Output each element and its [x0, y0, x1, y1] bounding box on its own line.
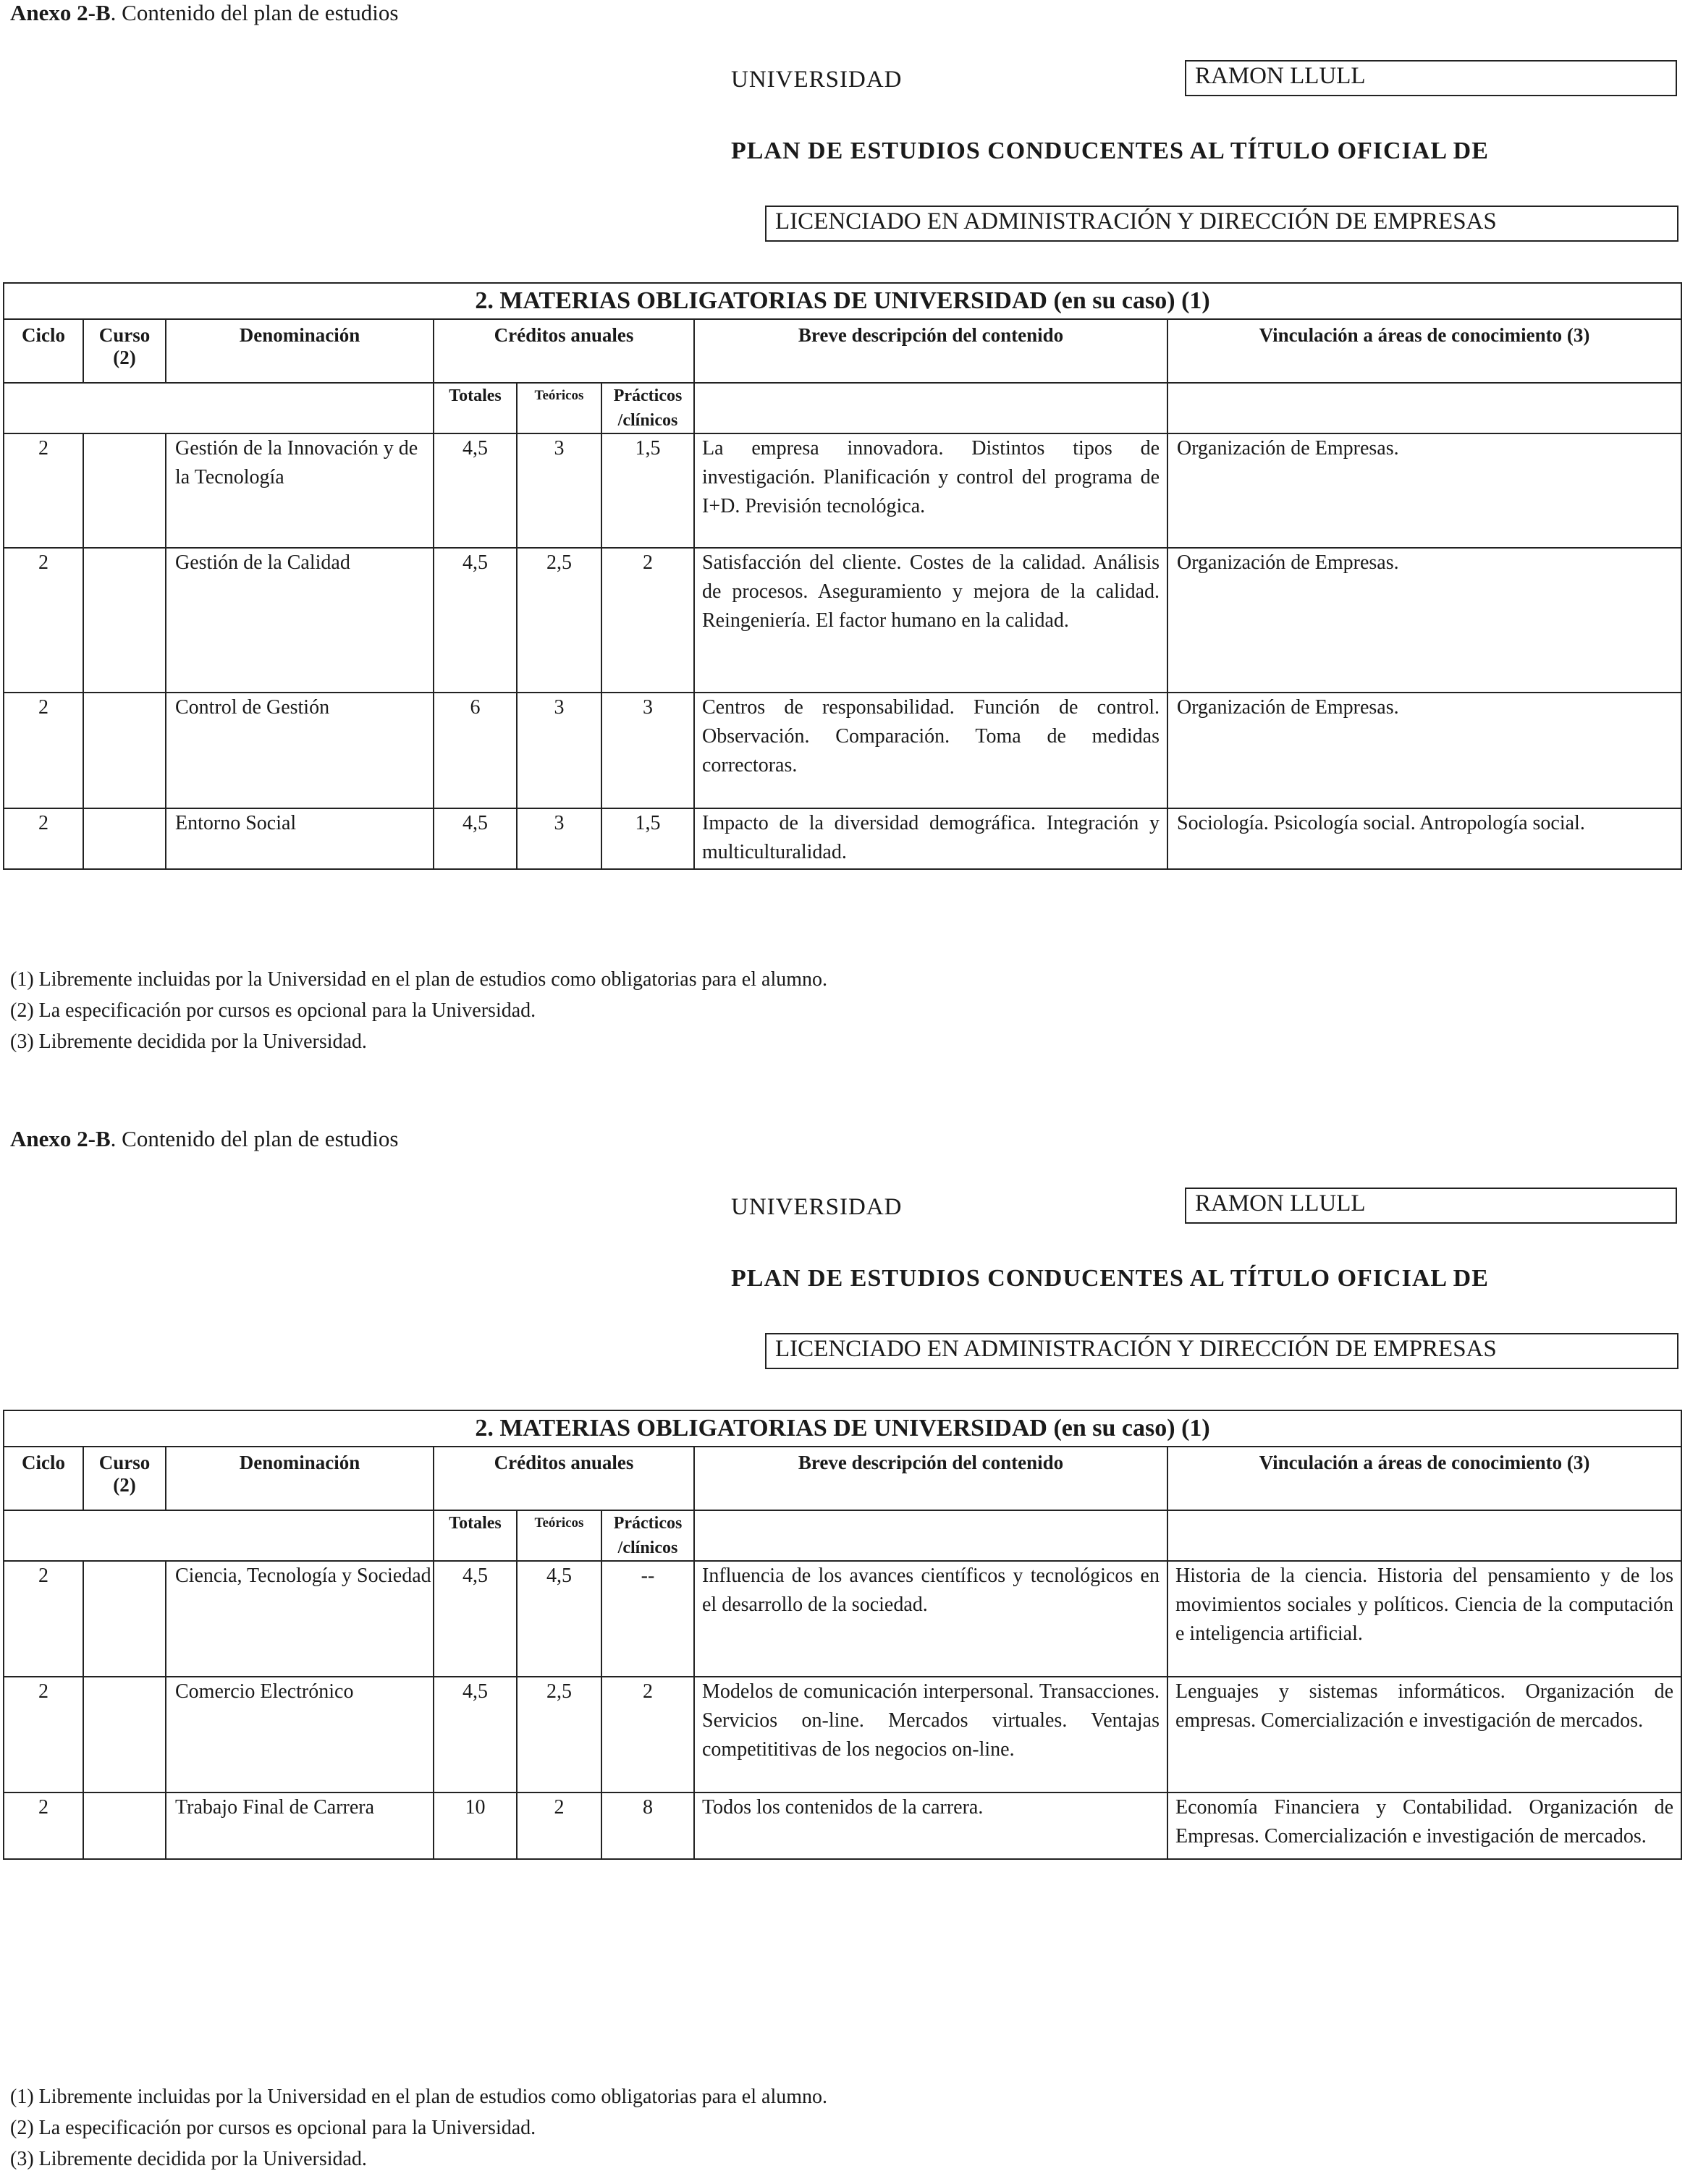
table-title: 2. MATERIAS OBLIGATORIAS DE UNIVERSIDAD (en su caso) (1) — [4, 1410, 1681, 1447]
cell-descripcion: Centros de responsabilidad. Función de control. Observación. Comparación. Toma de medidas correctoras. — [694, 693, 1167, 808]
plan-title: PLAN DE ESTUDIOS CONDUCENTES AL TÍTULO OFICIAL DE — [731, 137, 1489, 164]
cell-practicos: 8 — [601, 1793, 694, 1859]
cell-denominacion: Trabajo Final de Carrera — [166, 1793, 434, 1859]
subheader-blank-desc — [694, 383, 1167, 433]
plan-title: PLAN DE ESTUDIOS CONDUCENTES AL TÍTULO OFICIAL DE — [731, 1265, 1489, 1292]
cell-vinculacion: Organización de Empresas. — [1167, 693, 1681, 808]
subjects-table-1 — [3, 282, 1682, 870]
header-curso — [83, 319, 166, 383]
cell-ciclo: 2 — [4, 433, 83, 548]
footnote-1: (1) Libremente incluidas por la Universidad en el plan de estudios como obligatorias para el alumno. — [10, 2086, 827, 2108]
header-creditos: Créditos anuales — [434, 1447, 694, 1510]
table-row — [4, 433, 1681, 548]
footnote-3: (3) Libremente decidida por la Universidad. — [10, 1030, 367, 1053]
header-totales: Totales — [434, 383, 517, 433]
footnotes-2 — [10, 2081, 827, 2175]
cell-practicos: 2 — [601, 1677, 694, 1793]
cell-teoricos: 2,5 — [517, 1677, 601, 1793]
cell-curso — [83, 433, 166, 548]
subheader-blank-vinc — [1167, 383, 1681, 433]
cell-totales: 4,5 — [434, 1677, 517, 1793]
header-teoricos: Teóricos — [517, 1510, 601, 1561]
header-practicos: Prácticos /clínicos — [601, 1510, 694, 1561]
header-practicos: Prácticos /clínicos — [601, 383, 694, 433]
cell-denominacion: Control de Gestión — [166, 693, 434, 808]
subjects-table-2 — [3, 1410, 1682, 1860]
header-vinculacion: Vinculación a áreas de conocimiento (3) — [1167, 1447, 1681, 1510]
header-curso-note: (2) — [113, 1474, 136, 1496]
table-row — [4, 1561, 1681, 1677]
cell-vinculacion: Economía Financiera y Contabilidad. Organización de Empresas. Comercialización e investigación de mercados. — [1167, 1793, 1681, 1859]
university-label: UNIVERSIDAD — [731, 1194, 903, 1220]
cell-curso — [83, 1677, 166, 1793]
cell-totales: 4,5 — [434, 433, 517, 548]
cell-practicos: 1,5 — [601, 808, 694, 869]
footnote-1: (1) Libremente incluidas por la Universidad en el plan de estudios como obligatorias para el alumno. — [10, 968, 827, 991]
cell-teoricos: 2 — [517, 1793, 601, 1859]
cell-practicos: 1,5 — [601, 433, 694, 548]
header-curso-label: Curso — [98, 324, 151, 346]
cell-vinculacion: Organización de Empresas. — [1167, 548, 1681, 693]
annex-heading — [10, 0, 398, 26]
header-ciclo: Ciclo — [4, 1447, 83, 1510]
cell-vinculacion: Sociología. Psicología social. Antropología social. — [1167, 808, 1681, 869]
university-label: UNIVERSIDAD — [731, 67, 903, 93]
degree-box: LICENCIADO EN ADMINISTRACIÓN Y DIRECCIÓN DE EMPRESAS — [765, 1333, 1678, 1369]
header-curso-label: Curso — [98, 1452, 151, 1473]
header-teoricos: Teóricos — [517, 383, 601, 433]
university-name-box: RAMON LLULL — [1185, 1188, 1677, 1224]
cell-teoricos: 3 — [517, 433, 601, 548]
annex-heading — [10, 1126, 398, 1152]
cell-ciclo: 2 — [4, 548, 83, 693]
header-descripcion: Breve descripción del contenido — [694, 1447, 1167, 1510]
header-descripcion: Breve descripción del contenido — [694, 319, 1167, 383]
table-title: 2. MATERIAS OBLIGATORIAS DE UNIVERSIDAD (en su caso) (1) — [4, 283, 1681, 319]
cell-curso — [83, 548, 166, 693]
cell-vinculacion: Organización de Empresas. — [1167, 433, 1681, 548]
cell-vinculacion: Historia de la ciencia. Historia del pensamiento y de los movimientos sociales y políticos. Ciencia de la computación e inteligencia artificial. — [1167, 1561, 1681, 1677]
cell-denominacion: Comercio Electrónico — [166, 1677, 434, 1793]
cell-curso — [83, 1561, 166, 1677]
cell-curso — [83, 808, 166, 869]
cell-practicos: -- — [601, 1561, 694, 1677]
header-creditos: Créditos anuales — [434, 319, 694, 383]
subheader-blank-vinc — [1167, 1510, 1681, 1561]
cell-descripcion: Impacto de la diversidad demográfica. Integración y multiculturalidad. — [694, 808, 1167, 869]
header-totales: Totales — [434, 1510, 517, 1561]
table-row — [4, 548, 1681, 693]
cell-practicos: 2 — [601, 548, 694, 693]
header-vinculacion: Vinculación a áreas de conocimiento (3) — [1167, 319, 1681, 383]
cell-teoricos: 2,5 — [517, 548, 601, 693]
table-body-1 — [4, 433, 1681, 869]
cell-ciclo: 2 — [4, 693, 83, 808]
cell-denominacion: Ciencia, Tecnología y Sociedad — [166, 1561, 434, 1677]
cell-descripcion: Modelos de comunicación interpersonal. Transacciones. Servicios on-line. Mercados virtuales. Ventajas competititivas de los negocios on-line. — [694, 1677, 1167, 1793]
annex-label: Anexo 2-B — [10, 0, 111, 25]
footnote-3: (3) Libremente decidida por la Universidad. — [10, 2148, 367, 2170]
subheader-blank — [4, 383, 434, 433]
header-ciclo: Ciclo — [4, 319, 83, 383]
footnote-2: (2) La especificación por cursos es opcional para la Universidad. — [10, 999, 536, 1022]
cell-ciclo: 2 — [4, 1561, 83, 1677]
table-row — [4, 693, 1681, 808]
table-row — [4, 1677, 1681, 1793]
cell-teoricos: 3 — [517, 693, 601, 808]
cell-ciclo: 2 — [4, 1677, 83, 1793]
header-denominacion: Denominación — [166, 1447, 434, 1510]
cell-curso — [83, 693, 166, 808]
cell-descripcion: La empresa innovadora. Distintos tipos de investigación. Planificación y control del programa de I+D. Previsión tecnológica. — [694, 433, 1167, 548]
header-denominacion: Denominación — [166, 319, 434, 383]
cell-teoricos: 4,5 — [517, 1561, 601, 1677]
cell-totales: 4,5 — [434, 548, 517, 693]
table-row — [4, 808, 1681, 869]
cell-practicos: 3 — [601, 693, 694, 808]
cell-denominacion: Entorno Social — [166, 808, 434, 869]
degree-box: LICENCIADO EN ADMINISTRACIÓN Y DIRECCIÓN DE EMPRESAS — [765, 206, 1678, 242]
cell-totales: 4,5 — [434, 808, 517, 869]
cell-descripcion: Satisfacción del cliente. Costes de la calidad. Análisis de procesos. Aseguramiento y mejora de la calidad. Reingeniería. El factor humano en la calidad. — [694, 548, 1167, 693]
header-curso-note: (2) — [113, 347, 136, 368]
footnotes-1 — [10, 964, 827, 1057]
cell-denominacion: Gestión de la Calidad — [166, 548, 434, 693]
annex-title: . Contenido del plan de estudios — [110, 1126, 399, 1151]
cell-descripcion: Influencia de los avances científicos y tecnológicos en el desarrollo de la sociedad. — [694, 1561, 1167, 1677]
university-name-box: RAMON LLULL — [1185, 60, 1677, 96]
cell-totales: 4,5 — [434, 1561, 517, 1677]
cell-denominacion: Gestión de la Innovación y de la Tecnología — [166, 433, 434, 548]
cell-curso — [83, 1793, 166, 1859]
annex-title: . Contenido del plan de estudios — [110, 0, 399, 25]
subheader-blank-desc — [694, 1510, 1167, 1561]
cell-descripcion: Todos los contenidos de la carrera. — [694, 1793, 1167, 1859]
cell-teoricos: 3 — [517, 808, 601, 869]
cell-vinculacion: Lenguajes y sistemas informáticos. Organización de empresas. Comercialización e investigación de mercados. — [1167, 1677, 1681, 1793]
table-row — [4, 1793, 1681, 1859]
cell-totales: 10 — [434, 1793, 517, 1859]
subheader-blank — [4, 1510, 434, 1561]
cell-totales: 6 — [434, 693, 517, 808]
cell-ciclo: 2 — [4, 808, 83, 869]
header-curso — [83, 1447, 166, 1510]
annex-label: Anexo 2-B — [10, 1126, 111, 1151]
footnote-2: (2) La especificación por cursos es opcional para la Universidad. — [10, 2117, 536, 2139]
cell-ciclo: 2 — [4, 1793, 83, 1859]
table-body-2 — [4, 1561, 1681, 1859]
